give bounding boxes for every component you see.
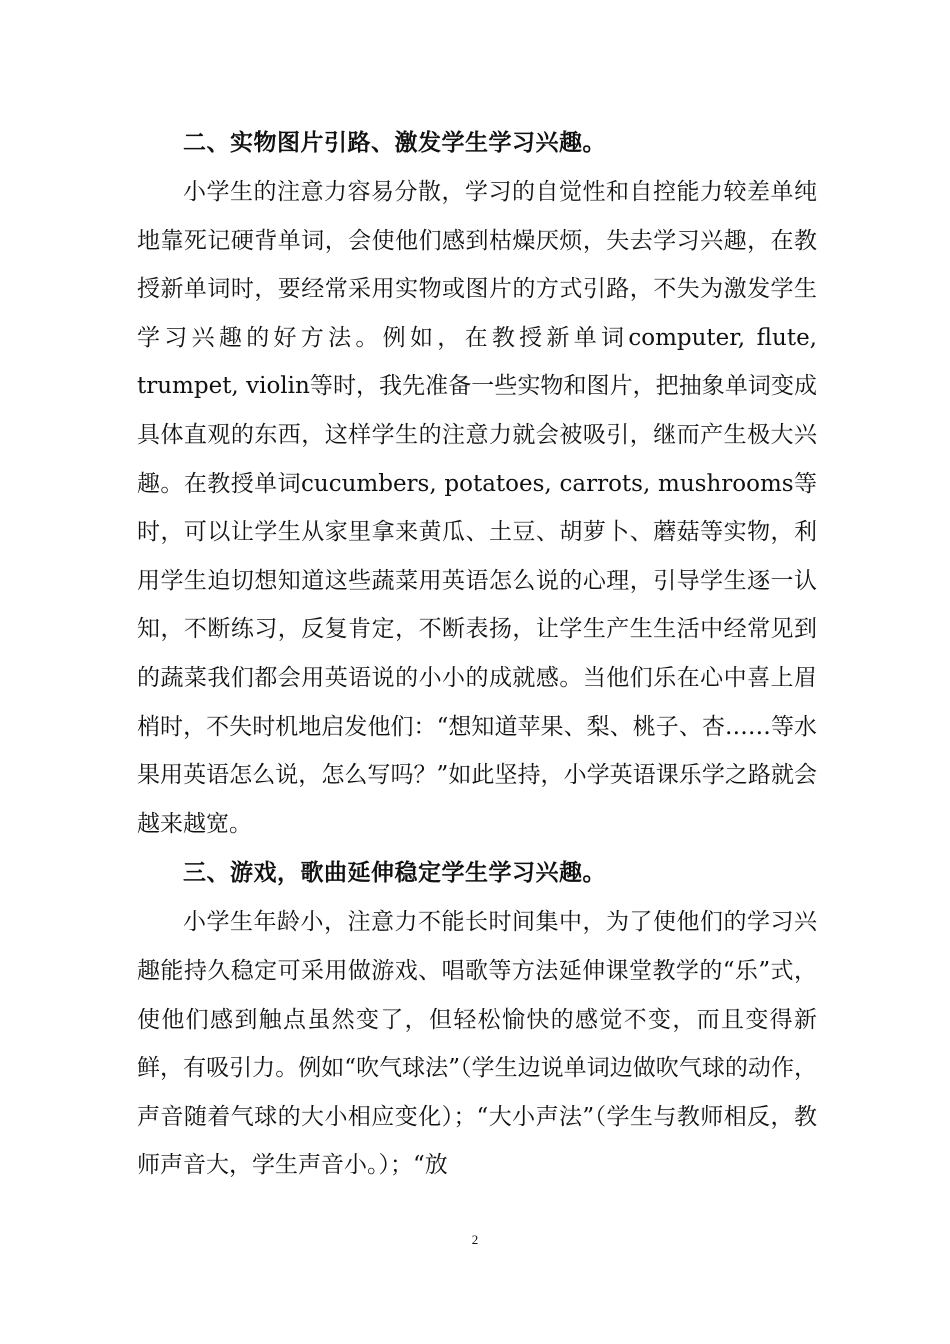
section-heading-3: 三、游戏，歌曲延伸稳定学生学习兴趣。 — [183, 860, 606, 887]
section-heading-2: 二、实物图片引路、激发学生学习兴趣。 — [183, 130, 606, 156]
section-paragraph-2: 小学生的注意力容易分散，学习的自觉性和自控能力较差单纯地靠死记硬背单词，会使他们感到枯燥厌烦，失去学习兴趣，在教授新单词时，要经常采用实物或图片的方式引路，不失为激发学生学习兴趣的好方法。例如，在教授新单词computer, flute, trumpet, violin等时，我先准备一些实物和图片，把抽象单词变成具体直观的东西，这样学生的注意力就会被吸引，继而产生极大兴趣。在教授单词cucumbers, potatoes, carrots, mushrooms等时，可以让学生从家里拿来黄瓜、土豆、胡萝卜、蘑菇等实物，利用学生迫切想知道这些蔬菜用英语怎么说的心理，引导学生逐一认知，不断练习，反复肯定，不断表扬，让学生产生生活中经常见到的蔬菜我们都会用英语说的小小的成就感。当他们乐在心中喜上眉梢时，不失时机地启发他们：“想知道苹果、梨、桃子、杏……等水果用英语怎么说，怎么写吗？”如此坚持，小学英语课乐学之路就会越来越宽。 — [137, 179, 817, 837]
document-body — [137, 118, 817, 1190]
section-paragraph-3: 小学生年龄小，注意力不能长时间集中，为了使他们的学习兴趣能持久稳定可采用做游戏、唱歌等方法延伸课堂教学的“乐”式，使他们感到触点虽然变了，但轻松愉快的感觉不变，而且变得新鲜，有吸引力。例如“吹气球法”（学生边说单词边做吹气球的动作，声音随着气球的大小相应变化）；“大小声法”（学生与教师相反，教师声音大，学生声音小。）；“放 — [137, 909, 817, 1179]
page-number: 2 — [471, 1232, 479, 1247]
